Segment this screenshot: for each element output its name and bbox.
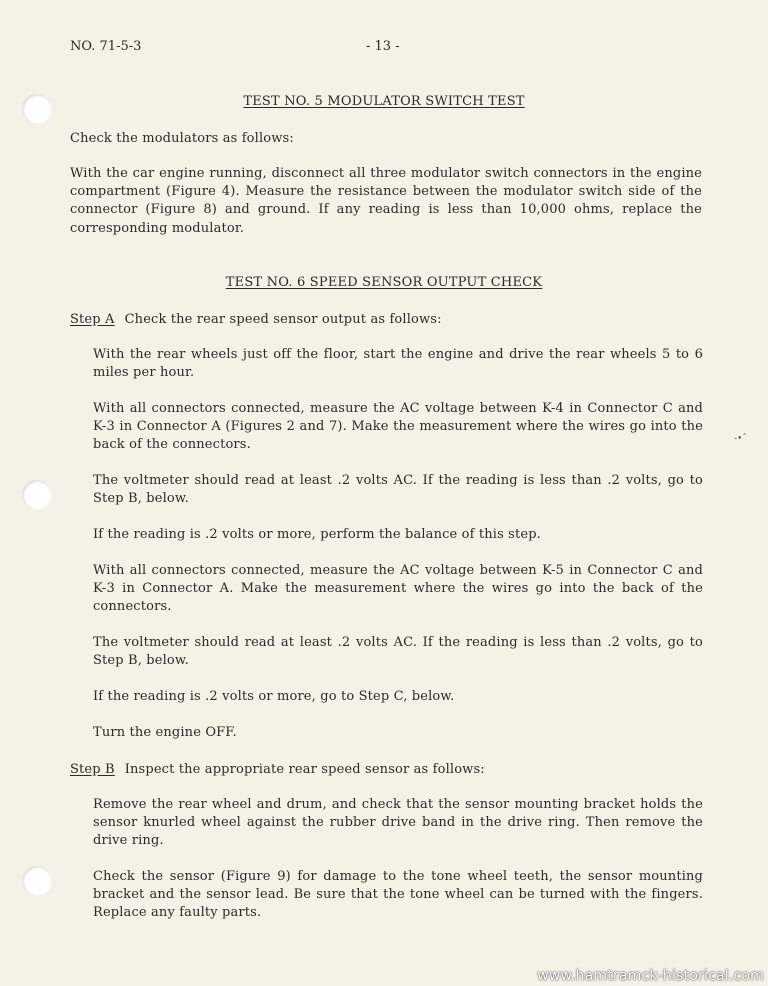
step-a-paragraph: If the reading is .2 volts or more, go to Step C, below. <box>93 689 455 704</box>
section-title-test6: TEST NO. 6 SPEED SENSOR OUTPUT CHECK <box>225 275 543 290</box>
page-number: - 13 - <box>366 39 400 54</box>
step-a-paragraph: If the reading is .2 volts or more, perform the balance of this step. <box>93 527 541 542</box>
punch-hole <box>22 866 52 896</box>
step-a-paragraph: The voltmeter should read at least .2 volts AC. If the reading is less than .2 volts, go to Step B, below. <box>93 635 703 669</box>
step-a-label: Step A <box>70 312 115 327</box>
scan-speck: -•ˆ <box>734 434 747 444</box>
step-b-heading <box>70 761 702 779</box>
watermark: www.hamtramck-historical.com <box>537 968 764 984</box>
punch-hole <box>22 480 52 510</box>
step-a-paragraph: The voltmeter should read at least .2 volts AC. If the reading is less than .2 volts, go to Step B, below. <box>93 473 703 507</box>
test5-intro: Check the modulators as follows: <box>70 131 294 146</box>
test5-body: With the car engine running, disconnect all three modulator switch connectors in the engine compartment (Figure 4). Measure the resistance between the modulator switch side of the connector (Figure 8) and ground. If any reading is less than 10,000 ohms, replace the corresponding modulator. <box>70 166 702 236</box>
step-a-heading <box>70 311 702 329</box>
step-a-paragraph: With all connectors connected, measure the AC voltage between K-5 in Connector C and K-3 in Connector A. Make the measurement where the wires go into the back of the connectors. <box>93 563 703 615</box>
step-b-paragraph: Check the sensor (Figure 9) for damage to the tone wheel teeth, the sensor mounting bracket and the sensor lead. Be sure that the tone wheel can be turned with the fingers. Replace any faulty parts. <box>93 869 703 921</box>
step-a-paragraph: With all connectors connected, measure the AC voltage between K-4 in Connector C and K-3 in Connector A (Figures 2 and 7). Make the measurement where the wires go into the back of the connectors. <box>93 401 703 453</box>
section-title-test5: TEST NO. 5 MODULATOR SWITCH TEST <box>243 94 525 109</box>
step-b-text: Inspect the appropriate rear speed sensor as follows: <box>124 762 485 777</box>
step-a-paragraph: Turn the engine OFF. <box>93 725 237 740</box>
step-a-paragraph: With the rear wheels just off the floor, start the engine and drive the rear wheels 5 to 6 miles per hour. <box>93 347 703 381</box>
step-b-label: Step B <box>70 762 115 777</box>
step-b-paragraph: Remove the rear wheel and drum, and check that the sensor mounting bracket holds the sensor knurled wheel against the rubber drive band in the drive ring. Then remove the drive ring. <box>93 797 703 849</box>
document-number: NO. 71-5-3 <box>70 39 142 54</box>
step-a-text: Check the rear speed sensor output as follows: <box>124 312 442 327</box>
